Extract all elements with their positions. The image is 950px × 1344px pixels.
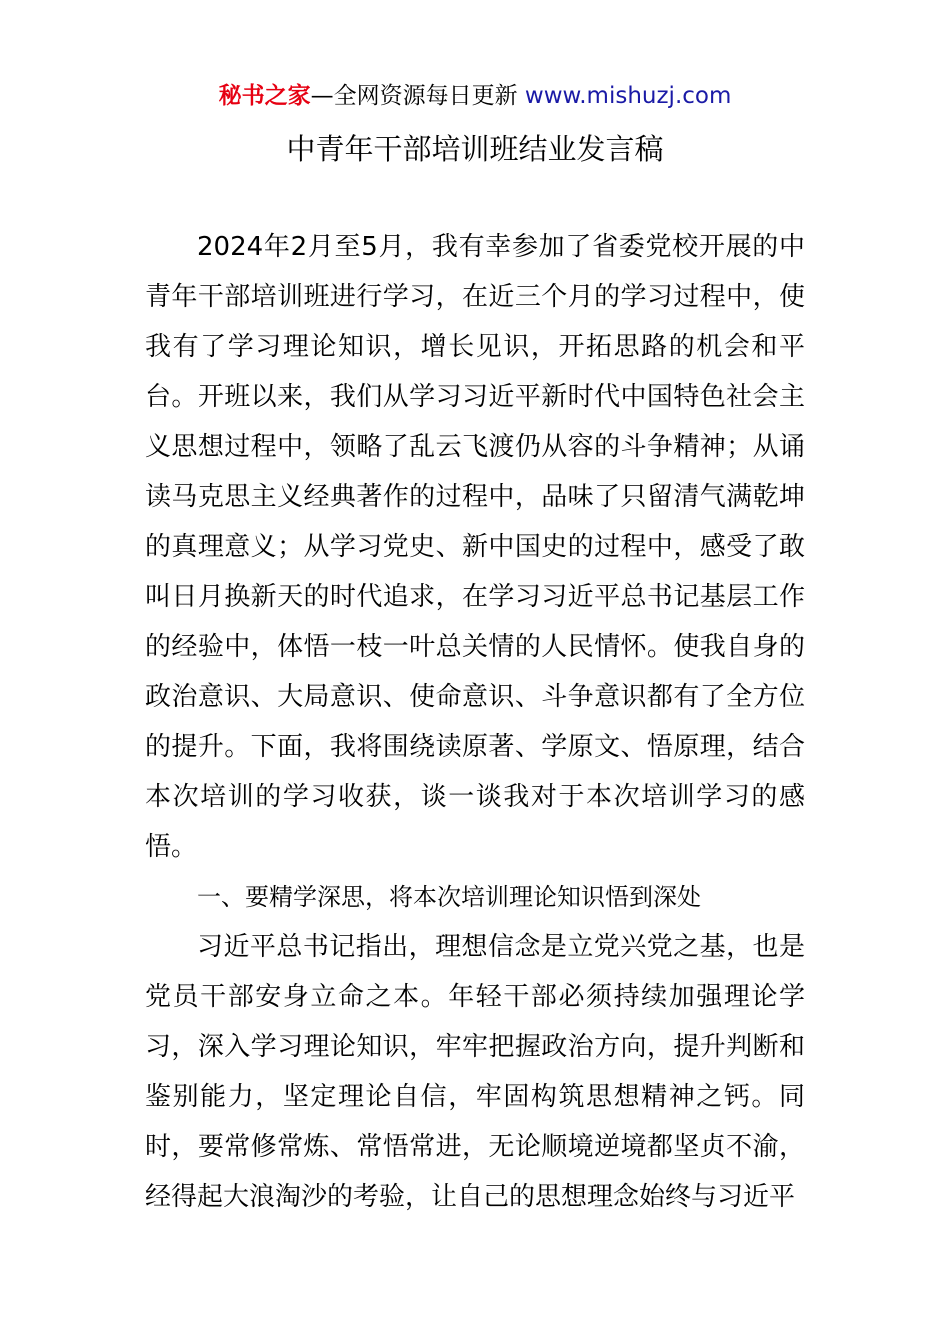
section-paragraph: 习近平总书记指出，理想信念是立党兴党之基，也是党员干部安身立命之本。年轻干部必须持续加强理论学习，深入学习理论知识，牢牢把握政治方向，提升判断和鉴别能力，坚定理论自信，牢固构筑思想精神之钙。同时，要常修常炼、常悟常进，无论顺境逆境都坚贞不渝，经得起大浪淘沙的考验，让自己的思想理念始终与习近平: [145, 932, 805, 1212]
document-title: 中青年干部培训班结业发言稿: [286, 132, 664, 166]
section-heading: 一、要精学深思，将本次培训理论知识悟到深处: [197, 883, 701, 911]
site-url-link[interactable]: www.mishuzj.com: [524, 83, 732, 109]
site-header: [0, 80, 950, 112]
intro-paragraph: 2024年2月至5月，我有幸参加了省委党校开展的中青年干部培训班进行学习，在近三个月的学习过程中，使我有了学习理论知识，增长见识，开拓思路的机会和平台。开班以来，我们从学习习近平新时代中国特色社会主义思想过程中，领略了乱云飞渡仍从容的斗争精神；从诵读马克思主义经典著作的过程中，品味了只留清气满乾坤的真理意义；从学习党史、新中国史的过程中，感受了敢叫日月换新天的时代追求，在学习习近平总书记基层工作的经验中，体悟一枝一叶总关情的人民情怀。使我自身的政治意识、大局意识、使命意识、斗争意识都有了全方位的提升。下面，我将围绕读原著、学原文、悟原理，结合本次培训的学习收获，谈一谈我对于本次培训学习的感悟。: [145, 232, 805, 862]
header-tagline: —全网资源每日更新: [310, 83, 525, 109]
document-body: [145, 222, 805, 1222]
brand-name: 秘书之家: [218, 83, 311, 109]
